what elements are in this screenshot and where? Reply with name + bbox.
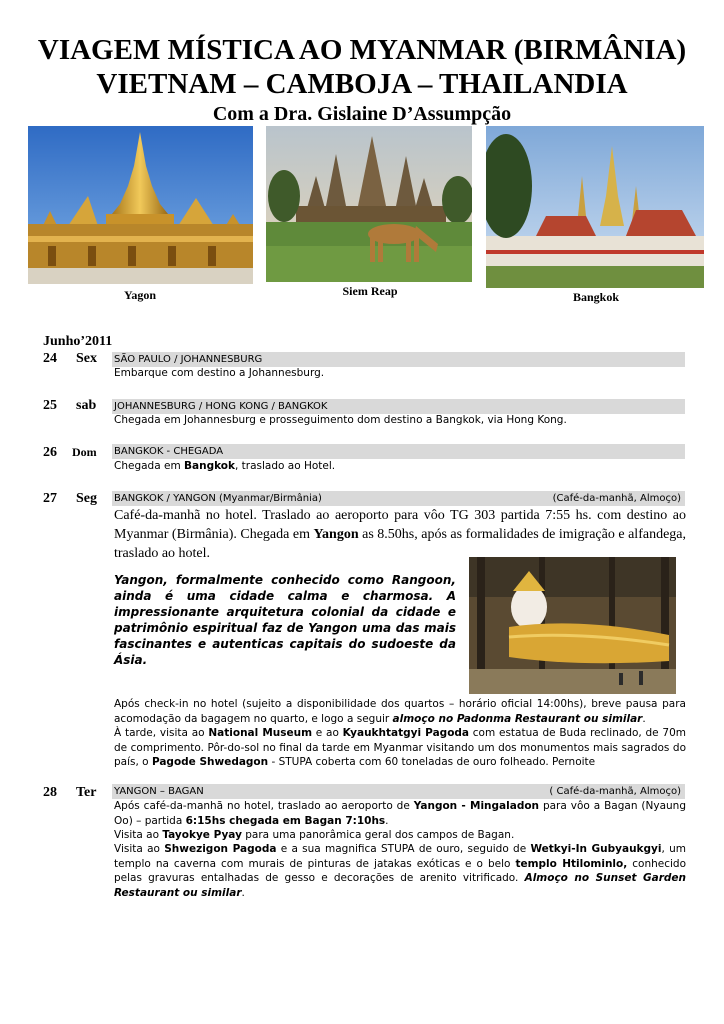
route-bar	[112, 352, 685, 367]
photo-caption-yagon: Yagon	[123, 288, 156, 302]
day-description: Chegada em Johannesburg e prosseguimento dom destino a Bangkok, via Hong Kong.	[114, 414, 567, 426]
day-paragraph-2: À tarde, visita ao National Museum e ao Kyaukhtatgyi Pagoda com estatua de Buda reclinado, de 70m de comprimento. Pôr-do-sol no final da tarde em Myanmar visitando um dos monumentos mais sagrados do país, o Pagode Shwedagon - STUPA coberta com 60 toneladas de ouro folheado. Pernoite	[114, 727, 687, 768]
day-of-week: Dom	[72, 445, 97, 459]
title-line-2: VIETNAM – CAMBOJA – THAILANDIA	[96, 68, 628, 100]
photo-caption-bangkok: Bangkok	[572, 290, 620, 304]
subtitle: Com a Dra. Gislaine D’Assumpção	[212, 103, 512, 125]
day-of-week: Seg	[76, 491, 97, 506]
title-line-1: VIAGEM MÍSTICA AO MYANMAR (BIRMÂNIA)	[37, 34, 687, 66]
route-title: SÃO PAULO / JOHANNESBURG	[114, 354, 263, 365]
day-intro: Café-da-manhã no hotel. Traslado ao aeroporto para vôo TG 303 partida 7:55 hs. com destino ao Myanmar (Birmânia). Chegada em Yangon as 8.50hs, após as formalidades de imigração e alfandega, traslado ao hotel.	[114, 508, 686, 561]
day-number: 28	[43, 785, 57, 800]
route-bar	[112, 444, 685, 459]
day-paragraph-2: Visita ao Tayokye Pyay para uma panorâmica geral dos campos de Bagan.	[114, 829, 515, 841]
day-description: Embarque com destino a Johannesburg.	[114, 367, 325, 379]
day-number: 27	[43, 491, 57, 506]
route-bar	[112, 399, 685, 414]
route-title: BANGKOK / YANGON (Myanmar/Birmânia)	[114, 493, 322, 504]
route-title: JOHANNESBURG / HONG KONG / BANGKOK	[114, 401, 328, 412]
day-paragraph-1: Após café-da-manhã no hotel, traslado ao aeroporto de Yangon - Mingaladon para vôo a Bagan (Nyaung Oo) – partida 6:15hs chegada em Bagan 7:10hs.	[114, 800, 686, 827]
route-title: YANGON – BAGAN	[114, 786, 204, 797]
meals-included: ( Café-da-manhã, Almoço)	[549, 786, 681, 797]
yangon-highlight: Yangon, formalmente conhecido como Rangoon, ainda é uma cidade calma e charmosa. A impressionante arquitetura colonial da cidade e patrimônio espiritual faz de Yangon uma das mais fascinantes e autenticas capitais do sudoeste da Ásia.	[114, 573, 456, 667]
month-label: Junho’2011	[43, 334, 113, 349]
day-number: 25	[43, 398, 57, 413]
bangkok-temple-photo	[486, 126, 704, 288]
day-number: 26	[43, 445, 57, 460]
day-number: 24	[43, 351, 57, 366]
reclining-buddha-photo	[469, 557, 676, 694]
day-of-week: Sex	[76, 351, 97, 366]
route-title: BANGKOK - CHEGADA	[114, 446, 224, 457]
day-of-week: sab	[76, 398, 97, 413]
day-paragraph-1: Após check-in no hotel (sujeito a disponibilidade dos quartos – horário oficial 14:00hs), breve pausa para acomodação da bagagem no quarto, e logo a seguir almoço no Padonma Restaurant ou similar.	[114, 698, 686, 725]
day-of-week: Ter	[76, 785, 97, 800]
meals-included: (Café-da-manhã, Almoço)	[552, 493, 681, 504]
day-paragraph-3: Visita ao Shwezigon Pagoda e a sua magnifica STUPA de ouro, seguido de Wetkyi-In Gubyaukgyi, um templo na caverna com murais de pinturas de jatakas exóticas e o belo templo Htilominlo, conhecido pelas gravuras entalhadas de gesso e decorações de arenito vitrificado. Almoço no Sunset Garden Restaurant ou similar.	[114, 843, 687, 899]
yangon-pagoda-photo	[28, 126, 253, 284]
day-description: Chegada em Bangkok, traslado ao Hotel.	[114, 460, 336, 472]
photo-caption-siem-reap: Siem Reap	[342, 284, 398, 298]
route-bar	[112, 784, 685, 799]
siem-reap-photo	[266, 126, 472, 282]
route-bar	[112, 491, 685, 506]
